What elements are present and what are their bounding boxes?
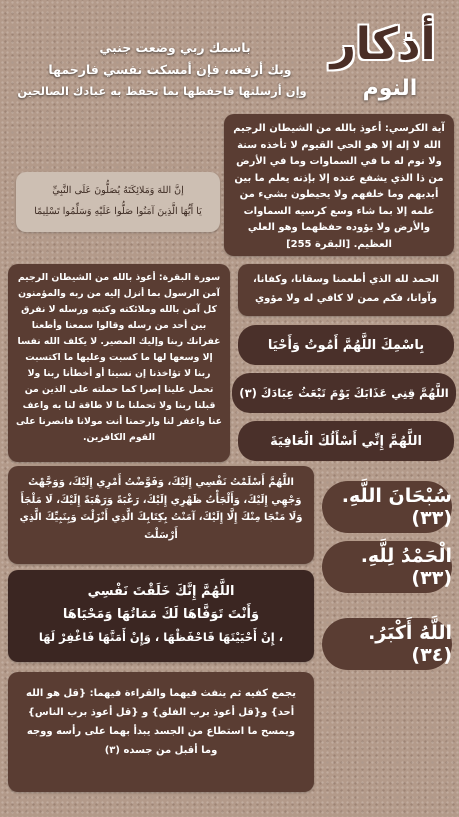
tasbih-subhanallah-text: سُبْحَانَ اللَّهِ. (٣٣) <box>341 485 452 529</box>
ayat-kursi-card <box>224 114 454 256</box>
tasbih-allahuakbar <box>322 618 452 670</box>
muawwidhat-card <box>8 672 314 792</box>
dua-pill-afiya <box>238 421 454 461</box>
muawwidhat-text: يجمع كفيه ثم ينفث فيهما والقراءة فيهما: {قل هو الله أحد} و{قل أعوذ برب الفلق} و {قل أعوذ برب الناس} ويمسح ما استطاع من الجسد يبدأ بهما على رأسه ووجه وما أقبل من جسده (٣) <box>26 688 296 756</box>
khalaqta-line-2: وَأَنْتَ تَوَفَّاهَا لَكَ مَمَاتُهَا وَمَحْيَاهَا <box>62 607 260 622</box>
dua-pill-qini <box>232 373 456 413</box>
salawat-line-2: يَا أَيُّهَا الَّذِينَ آمَنُوا صَلُّوا عَلَيْهِ وَسَلِّمُوا تَسْلِيمًا <box>34 206 202 217</box>
dua-pill-amutu <box>238 325 454 365</box>
salawat-line-1: إنَّ اللهَ وَمَلائِكَتَهُ يُصَلُّونَ عَلَى النَّبِيِّ <box>52 185 184 196</box>
header <box>0 0 459 110</box>
header-line-3: وإن أرسلتها فاحفظها بما تحفظ به عبادك الصالحين <box>17 84 307 98</box>
aslamtu-text: اللَّهُمَّ أَسْلَمْتُ نَفْسِي إِلَيْكَ، وَفَوَّضْتُ أَمْرِي إِلَيْكَ، وَوَجَّهْتُ وَجْهِي إِلَيْكَ، وَأَلْجَأْتُ ظَهْرِي إِلَيْكَ، رَغْبَةً وَرَهْبَةً إِلَيْكَ، لَا مَلْجَأَ وَلَا مَنْجَا مِنْكَ إِلَّا إِلَيْكَ، آمَنْتُ بِكِتَابِكَ الَّذِي أَنْزَلْتَ وَبِنَبِيِّكَ الَّذِي أَرْسَلْتَ <box>19 477 303 541</box>
tasbih-subhanallah <box>322 481 452 533</box>
tasbih-alhamdulillah <box>322 541 452 593</box>
aslamtu-card <box>8 466 314 564</box>
ayat-kursi-text: آية الكرسي: أعوذ بالله من الشيطان الرجيم الله لا إله إلا هو الحي القيوم لا تأخذه سنة ولا نوم له ما في السماوات وما في الأرض من ذا الذي يشفع عنده إلا بإذنه يعلم ما بين أيديهم وما خلفهم ولا يحيطون بشيء من علمه إلا بما شاء وسع كرسيه السماوات والأرض ولا يؤوده حفظهما وهو العلي العظيم. [البقرة 255] <box>233 123 445 250</box>
hamd-text: الحمد لله الذي أطعمنا وسقانا، وكفانا، وآوانا، فكم ممن لا كافي له ولا مؤوي <box>253 274 439 304</box>
khalaqta-line-1: اللَّهُمَّ إِنَّكَ خَلَقْتَ نَفْسِي <box>87 584 235 599</box>
hamd-card <box>238 264 454 316</box>
khalaqta-card <box>8 570 314 662</box>
header-line-2: وبك أرفعه، فإن أمسكت نفسي فارحمها <box>48 62 292 77</box>
baqarah-card <box>8 264 230 462</box>
header-line-1: باسمك ربي وضعت جنبي <box>99 40 251 55</box>
salawat-card <box>16 172 220 232</box>
baqarah-text: سورة البقرة: أعوذ بالله من الشيطان الرجيم آمن الرسول بما أنزل إليه من ربه والمؤمنون كل آمن بالله وملائكته وكتبه ورسله لا نفرق بين أحد من رسله وقالوا سمعنا وأطعنا غفرانك ربنا وإليك المصير. لا يكلف الله نفسا إلا وسعها لها ما كسبت وعليها ما اكتسبت ربنا لا تؤاخذنا إن نسينا أو أخطأنا ربنا ولا تحمل علينا إصرا كما حملته على الذين من قبلنا ربنا ولا تحملنا ما لا طاقة لنا به واعف عنا واغفر لنا وارحمنا أنت مولانا فانصرنا على القوم الكافرين. <box>16 272 222 443</box>
dua-pill-afiya-text: اللَّهُمَّ إِنِّي أَسْأَلُكَ الْعَافِيَةَ <box>270 433 422 449</box>
dua-pill-amutu-text: بِاسْمِكَ اللَّهُمَّ أَمُوتُ وَأَحْيَا <box>267 337 425 353</box>
dua-pill-qini-text: اللَّهُمَّ قِنِي عَذَابَكَ يَوْمَ تَبْعَثُ عِبَادَكَ (٣) <box>239 386 449 400</box>
header-title: أذكار <box>330 19 436 70</box>
tasbih-allahuakbar-text: اللَّهُ أَكْبَرُ. (٣٤) <box>368 622 452 666</box>
khalaqta-line-3: ، إِنْ أَحْيَيْتَهَا فَاحْفَظْهَا ، وَإِنْ أَمَتَّهَا فَاغْفِرْ لَهَا <box>38 630 284 644</box>
tasbih-alhamdulillah-text: الْحَمْدُ لِلَّهِ. (٣٣) <box>360 545 452 589</box>
header-subtitle: النوم <box>362 76 418 101</box>
